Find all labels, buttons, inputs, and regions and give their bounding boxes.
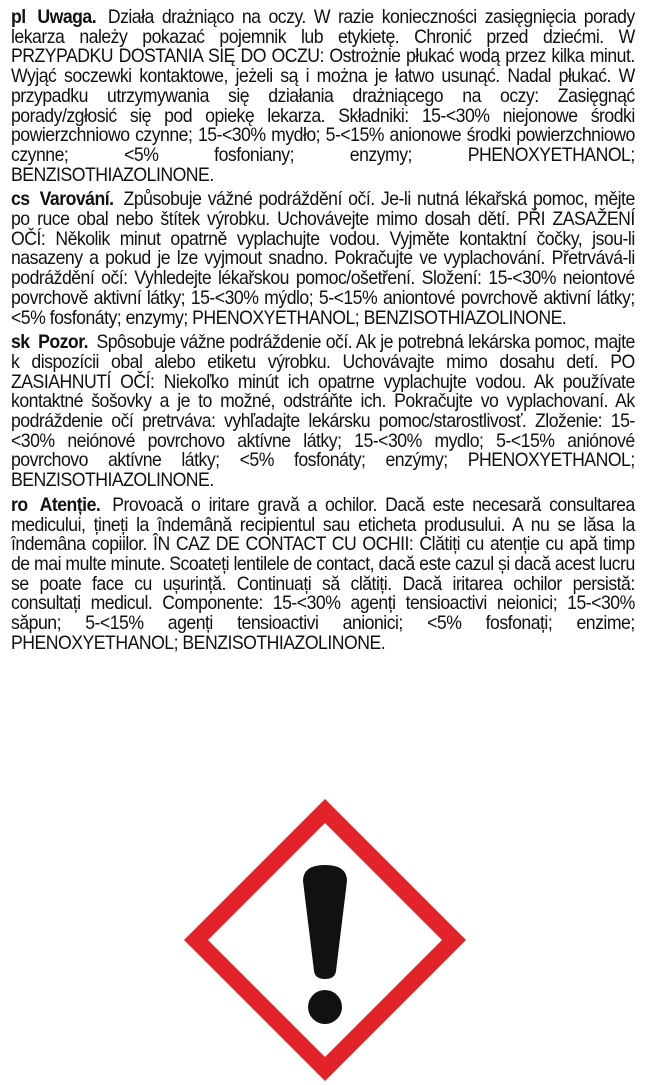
- section-body: Działa drażniąco na oczy. W razie konieczności zasięgnięcia porady lekarza należy pokazać pojemnik lub etykietę. Chronić przed dziećmi. W PRZYPADKU DOSTANIA SIĘ DO OCZU: Ostrożnie płukać wodą przez kilka minut. Wyjąć soczewki kontaktowe, jeżeli są i można je łatwo usunąć. Nadal płukać. W przypadku utrzymywania się działania drażniącego na oczy: Zasięgnąć porady/zgłosić się pod opiekę lekarza. Składniki: 15-<30% niejonowe środki powierzchniowo czynne; 15-<30% mydło; 5-<15% anionowe środki powierzchniowo czynne; <5% fosfoniany; enzymy; PHENOXYETHANOL; BENZISOTHIAZOLINONE.: [11, 7, 635, 186]
- signal-word: Pozor.: [38, 332, 89, 354]
- language-code: cs: [11, 189, 30, 211]
- section-body: Spôsobuje vážne podráždenie očí. Ak je potrebná lekárska pomoc, majte k dispozícii obal alebo etiketu výrobku. Uchovávajte mimo dosahu detí. PO ZASIAHNUTÍ OČÍ: Niekoľko minút ich opatrne vyplachujte vodou. Ak používate kontaktné šošovky a je to možné, odstráňte ich. Pokračujte vo vyplachovaní. Ak podráždenie očí pretrváva: vyhľadajte lekársku pomoc/starostlivosť. Zloženie: 15-<30% neiónové povrchovo aktívne látky; 15-<30% mydlo; 5-<15% aniónové povrchovo aktívne látky; <5% fosfonáty; enzýmy; PHENOXYETHANOL; BENZISOTHIAZOLINONE.: [11, 332, 635, 492]
- section-body: Způsobuje vážné podráždění očí. Je-li nutná lékařská pomoc, mějte po ruce obal nebo štítek výrobku. Uchovávejte mimo dosah dětí. PŘI ZASAŽENÍ OČÍ: Několik minut opatrně vyplachujte vodou. Vyjměte kontaktní čočky, jsou-li nasazeny a pokud je lze vyjmout snadno. Pokračujte ve vyplachování. Přetrvává-li podráždění očí: Vyhledejte lékařskou pomoc/ošetření. Složení: 15-<30% neiontové povrchově aktivní látky; 15-<30% mýdlo; 5-<15% aniontové povrchově aktivní látky; <5% fosfonáty; enzymy; PHENOXYETHANOL; BENZISOTHIAZOLINONE.: [11, 189, 635, 329]
- signal-word: Varování.: [39, 189, 114, 211]
- exclamation-mark-hazard-icon: [180, 795, 470, 1085]
- section-cs: [11, 190, 635, 328]
- signal-word: Atenție.: [39, 494, 101, 516]
- label-text-area: [11, 8, 635, 659]
- section-pl: [11, 8, 635, 185]
- language-code: pl: [11, 7, 26, 28]
- language-code: ro: [11, 494, 28, 516]
- signal-word: Uwaga.: [37, 7, 97, 28]
- section-body: Provoacă o iritare gravă a ochilor. Dacă este necesară consultarea medicului, țineți la îndemână recipientul sau eticheta produsului. A nu se lăsa la îndemâna copiilor. ÎN CAZ DE CONTACT CU OCHII: Clătiți cu atenție cu apă timp de mai multe minute. Scoateți lentilele de contact, dacă este cazul și dacă acest lucru se poate face cu ușurință. Continuați să clătiți. Dacă iritarea ochilor persistă: consultați medicul. Componente: 15-<30% agenți tensioactivi neionici; 15-<30% săpun; 5-<15% agenți tensioactivi anionici; <5% fosfonați; enzime; PHENOXYETHANOL; BENZISOTHIAZOLINONE.: [11, 494, 635, 654]
- section-ro: [11, 496, 635, 654]
- section-sk: [11, 333, 635, 491]
- language-code: sk: [11, 332, 30, 354]
- exclamation-dot: [308, 990, 342, 1024]
